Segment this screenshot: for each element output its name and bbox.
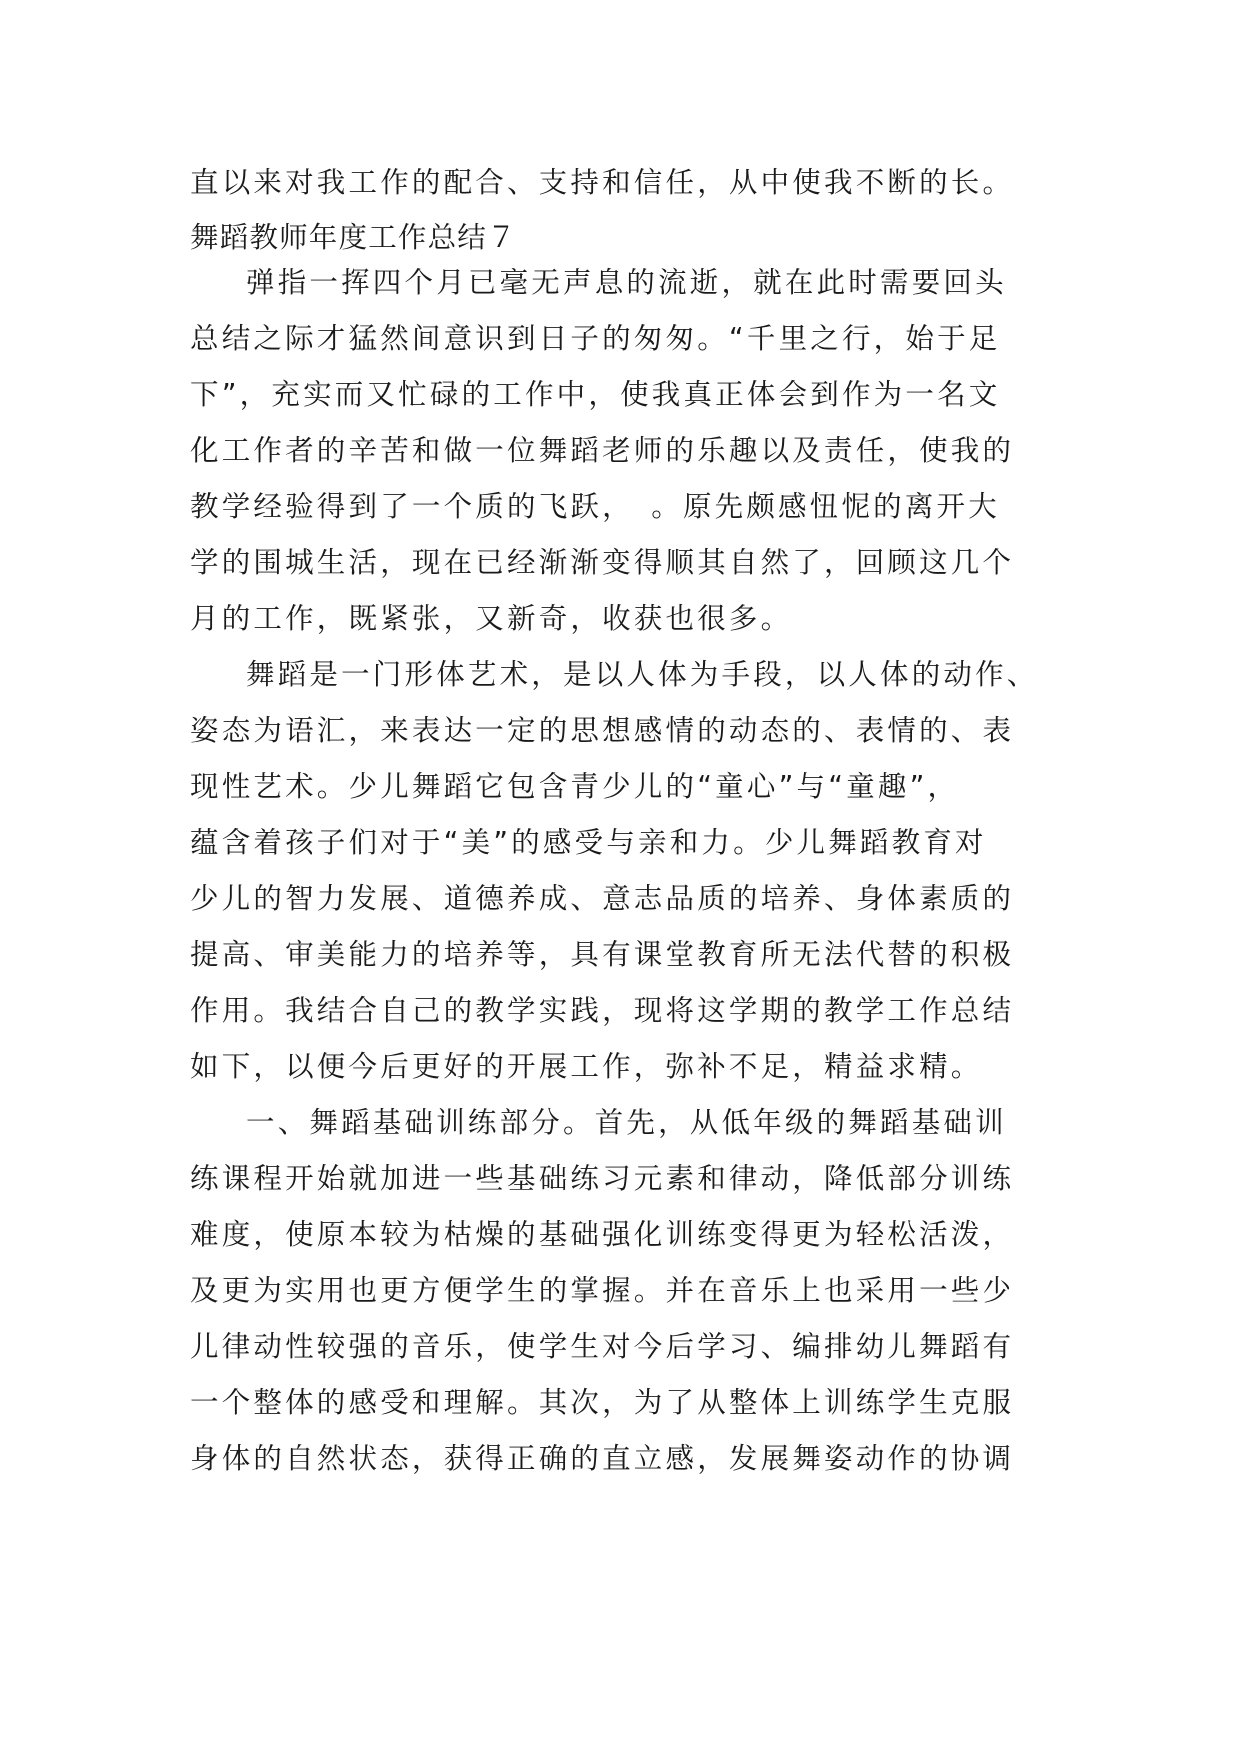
text-line: 月的工作，既紧张，又新奇，收获也很多。 xyxy=(190,602,793,635)
text-line: 直以来对我工作的配合、支持和信任，从中使我不断的长。 xyxy=(190,166,1015,199)
text-line: 蕴含着孩子们对于“美”的感受与亲和力。少儿舞蹈教育对 xyxy=(190,826,987,859)
text-line: 如下，以便今后更好的开展工作，弥补不足，精益求精。 xyxy=(190,1050,983,1083)
text-line: 学的围城生活，现在已经渐渐变得顺其自然了，回顾这几个 xyxy=(190,546,1015,579)
text-line: 现性艺术。少儿舞蹈它包含青少儿的“童心”与“童趣”， xyxy=(190,770,960,803)
text-line: 姿态为语汇，来表达一定的思想感情的动态的、表情的、表 xyxy=(190,714,1015,747)
text-line: 身体的自然状态，获得正确的直立感，发展舞姿动作的协调 xyxy=(190,1442,1015,1475)
text-line: 化工作者的辛苦和做一位舞蹈老师的乐趣以及责任，使我的 xyxy=(190,434,1015,467)
paragraph-first-line: 弹指一挥四个月已毫无声息的流逝，就在此时需要回头 xyxy=(246,266,1007,299)
text-line: 总结之际才猛然间意识到日子的匆匆。“千里之行，始于足 xyxy=(190,322,1001,355)
text-line: 练课程开始就加进一些基础练习元素和律动，降低部分训练 xyxy=(190,1162,1015,1195)
paragraph-first-line: 一、舞蹈基础训练部分。首先，从低年级的舞蹈基础训 xyxy=(246,1106,1007,1139)
text-line: 少儿的智力发展、道德养成、意志品质的培养、身体素质的 xyxy=(190,882,1015,915)
text-line: 教学经验得到了一个质的飞跃， 。原先颇感忸怩的离开大 xyxy=(190,490,1000,523)
section-heading: 舞蹈教师年度工作总结７ xyxy=(190,221,517,254)
text-line: 儿律动性较强的音乐，使学生对今后学习、编排幼儿舞蹈有 xyxy=(190,1330,1015,1363)
text-line: 作用。我结合自己的教学实践，现将这学期的教学工作总结 xyxy=(190,994,1015,1027)
text-line: 下”，充实而又忙碌的工作中，使我真正体会到作为一名文 xyxy=(190,378,1001,411)
text-line: 一个整体的感受和理解。其次，为了从整体上训练学生克服 xyxy=(190,1386,1015,1419)
text-line: 及更为实用也更方便学生的掌握。并在音乐上也采用一些少 xyxy=(190,1274,1015,1307)
paragraph-first-line: 舞蹈是一门形体艺术，是以人体为手段，以人体的动作、 xyxy=(246,658,1039,691)
text-line: 提高、审美能力的培养等，具有课堂教育所无法代替的积极 xyxy=(190,938,1015,971)
text-line: 难度，使原本较为枯燥的基础强化训练变得更为轻松活泼， xyxy=(190,1218,1015,1251)
